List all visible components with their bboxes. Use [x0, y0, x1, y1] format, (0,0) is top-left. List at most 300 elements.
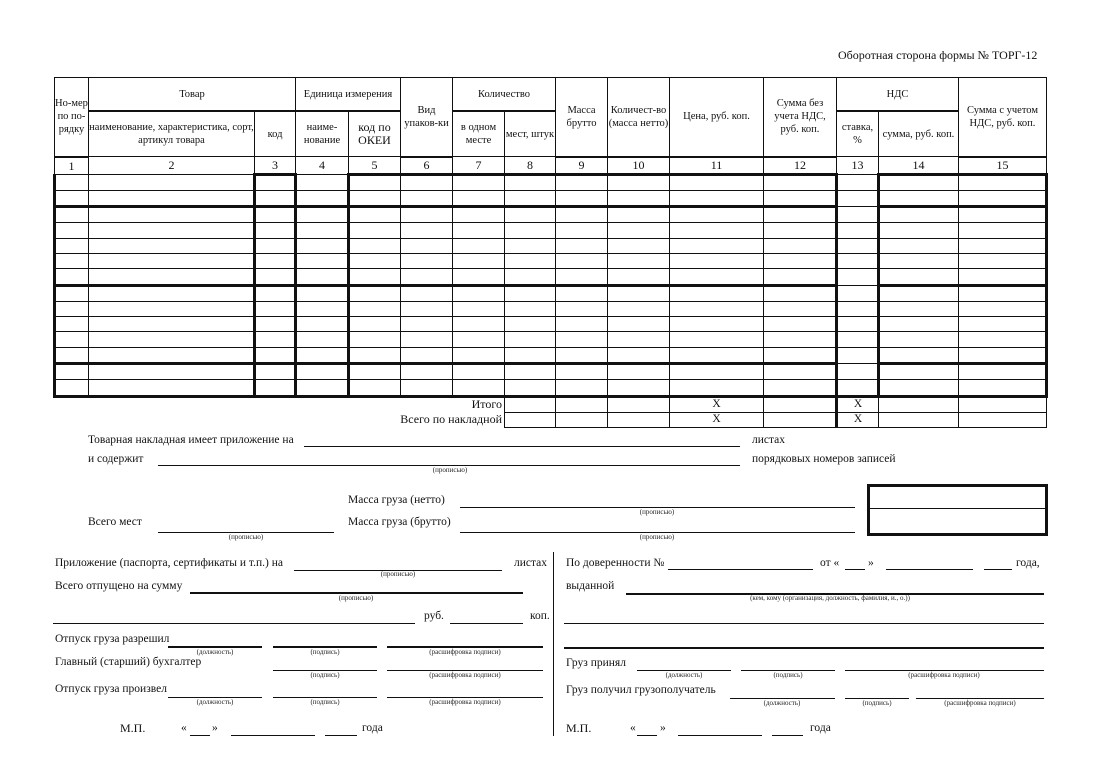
release-allowed-label: Отпуск груза разрешил — [55, 633, 170, 645]
table-cell[interactable] — [255, 301, 296, 316]
header-goods-code: код — [255, 111, 296, 157]
table-cell[interactable] — [255, 190, 296, 206]
table-cell[interactable] — [296, 269, 349, 285]
table-cell[interactable] — [556, 190, 608, 206]
header-quantity: Количество — [453, 78, 556, 112]
table-cell[interactable] — [453, 207, 505, 223]
table-cell[interactable] — [556, 174, 608, 190]
table-cell[interactable] — [349, 347, 401, 363]
header-qty-places: мест, штук — [505, 111, 556, 157]
table-cell[interactable] — [401, 317, 453, 332]
table-cell[interactable] — [670, 380, 764, 396]
table-cell[interactable] — [349, 317, 401, 332]
table-cell[interactable] — [401, 238, 453, 253]
goods-table — [53, 77, 1048, 428]
table-cell[interactable] — [453, 347, 505, 363]
table-cell[interactable] — [505, 317, 556, 332]
quote-open: « — [181, 722, 187, 734]
table-cell[interactable] — [837, 364, 879, 380]
table-cell[interactable] — [764, 347, 837, 363]
table-cell[interactable] — [401, 269, 453, 285]
table-cell[interactable] — [879, 269, 959, 285]
table-cell[interactable] — [55, 332, 89, 347]
table-cell[interactable] — [255, 364, 296, 380]
in-words-hint: (прописью) — [338, 594, 374, 602]
released-sum-kop-field[interactable] — [450, 623, 523, 624]
table-cell[interactable] — [349, 301, 401, 316]
table-cell[interactable] — [764, 317, 837, 332]
table-cell[interactable] — [959, 364, 1047, 380]
table-cell[interactable] — [959, 301, 1047, 316]
table-cell[interactable] — [55, 364, 89, 380]
poa-date-day-field[interactable] — [845, 569, 865, 570]
table-cell[interactable] — [296, 347, 349, 363]
in-words-hint: (прописью) — [228, 533, 264, 541]
table-cell[interactable] — [879, 301, 959, 316]
right-date-year-field[interactable] — [772, 735, 803, 736]
table-cell[interactable] — [55, 223, 89, 238]
column-number: 13 — [837, 157, 879, 175]
table-cell[interactable] — [505, 238, 556, 253]
total-cell[interactable] — [505, 412, 556, 427]
table-cell[interactable] — [255, 269, 296, 285]
total-cell[interactable] — [608, 412, 670, 427]
table-cell[interactable] — [879, 190, 959, 206]
table-cell[interactable] — [879, 207, 959, 223]
table-cell[interactable] — [349, 238, 401, 253]
table-cell[interactable] — [959, 223, 1047, 238]
total-cell[interactable] — [879, 396, 959, 412]
table-cell[interactable] — [255, 317, 296, 332]
table-cell[interactable] — [670, 347, 764, 363]
table-cell[interactable] — [453, 223, 505, 238]
table-cell[interactable] — [556, 332, 608, 347]
table-cell[interactable] — [879, 174, 959, 190]
gross-mass-label: Масса груза (брутто) — [348, 516, 451, 528]
header-qty-per-place: в одном месте — [453, 111, 505, 157]
column-number: 1 — [55, 157, 89, 175]
table-cell[interactable] — [89, 207, 255, 223]
table-cell[interactable] — [505, 380, 556, 396]
table-cell[interactable] — [556, 285, 608, 301]
column-numbers-row — [55, 157, 1047, 175]
table-cell[interactable] — [401, 364, 453, 380]
total-cell[interactable] — [959, 412, 1047, 427]
table-cell[interactable] — [296, 238, 349, 253]
table-cell[interactable] — [608, 207, 670, 223]
right-date-day-field[interactable] — [637, 735, 657, 736]
header-sum-without-vat: Сумма без учета НДС, руб. коп. — [764, 78, 837, 157]
table-cell[interactable] — [959, 190, 1047, 206]
table-cell[interactable] — [764, 253, 837, 268]
table-cell[interactable] — [453, 269, 505, 285]
table-cell[interactable] — [837, 223, 879, 238]
table-cell[interactable] — [837, 332, 879, 347]
stamp-label: М.П. — [566, 721, 592, 735]
table-cell[interactable] — [453, 238, 505, 253]
table-row — [55, 380, 1047, 396]
year-comma-label: года, — [1016, 557, 1040, 569]
table-cell[interactable] — [255, 223, 296, 238]
quote-close: » — [868, 557, 874, 569]
table-row — [55, 190, 1047, 206]
table-cell[interactable] — [837, 301, 879, 316]
table-cell[interactable] — [556, 207, 608, 223]
table-cell[interactable] — [349, 223, 401, 238]
table-cell[interactable] — [764, 207, 837, 223]
table-cell[interactable] — [764, 269, 837, 285]
table-cell[interactable] — [505, 347, 556, 363]
table-cell[interactable] — [764, 301, 837, 316]
table-cell[interactable] — [296, 174, 349, 190]
table-cell[interactable] — [670, 332, 764, 347]
table-cell[interactable] — [959, 253, 1047, 268]
total-x-mark: X — [670, 396, 764, 412]
table-cell[interactable] — [505, 223, 556, 238]
total-cell[interactable] — [764, 396, 837, 412]
table-cell[interactable] — [349, 285, 401, 301]
decode-hint: (расшифровка подписи) — [908, 671, 980, 679]
column-number: 8 — [505, 157, 556, 175]
column-number: 2 — [89, 157, 255, 175]
table-cell[interactable] — [764, 364, 837, 380]
table-cell[interactable] — [670, 317, 764, 332]
power-of-attorney-number-field[interactable] — [668, 569, 813, 570]
table-cell[interactable] — [670, 207, 764, 223]
table-cell[interactable] — [670, 364, 764, 380]
position-hint: (должность) — [196, 698, 234, 706]
table-cell[interactable] — [556, 364, 608, 380]
table-cell[interactable] — [837, 174, 879, 190]
table-cell[interactable] — [959, 317, 1047, 332]
table-cell[interactable] — [959, 380, 1047, 396]
table-cell[interactable] — [55, 347, 89, 363]
table-cell[interactable] — [608, 269, 670, 285]
total-x-mark: X — [837, 412, 879, 427]
attachment-label: Товарная накладная имеет приложение на — [88, 434, 294, 446]
table-cell[interactable] — [608, 190, 670, 206]
table-cell[interactable] — [556, 253, 608, 268]
in-words-hint: (прописью) — [639, 533, 675, 541]
table-cell[interactable] — [401, 347, 453, 363]
power-of-attorney-label: По доверенности № — [566, 557, 665, 569]
section-divider — [553, 552, 554, 736]
table-cell[interactable] — [55, 380, 89, 396]
issued-to-field-continued[interactable] — [564, 647, 1044, 649]
cargo-received-label: Груз получил грузополучатель — [566, 684, 716, 696]
total-cell[interactable] — [505, 396, 556, 412]
table-cell[interactable] — [556, 238, 608, 253]
table-cell[interactable] — [505, 332, 556, 347]
position-hint: (должность) — [763, 699, 801, 707]
table-cell[interactable] — [670, 253, 764, 268]
table-cell[interactable] — [505, 285, 556, 301]
column-number: 4 — [296, 157, 349, 175]
table-cell[interactable] — [89, 380, 255, 396]
table-cell[interactable] — [670, 238, 764, 253]
table-cell[interactable] — [255, 207, 296, 223]
in-words-hint: (прописью) — [380, 570, 416, 578]
table-cell[interactable] — [89, 223, 255, 238]
table-cell[interactable] — [453, 364, 505, 380]
table-cell[interactable] — [879, 364, 959, 380]
table-cell[interactable] — [556, 380, 608, 396]
table-cell[interactable] — [608, 301, 670, 316]
table-cell[interactable] — [55, 285, 89, 301]
signature-hint: (подпись) — [862, 699, 892, 707]
released-sum-rub-field[interactable] — [53, 623, 415, 624]
table-cell[interactable] — [401, 253, 453, 268]
from-label: от « — [820, 557, 840, 569]
table-cell[interactable] — [837, 238, 879, 253]
attachment-sheets-label: листах — [752, 434, 786, 446]
table-cell[interactable] — [296, 285, 349, 301]
total-cell[interactable] — [764, 412, 837, 427]
table-cell[interactable] — [401, 174, 453, 190]
table-cell[interactable] — [959, 285, 1047, 301]
table-cell[interactable] — [255, 380, 296, 396]
table-cell[interactable] — [401, 207, 453, 223]
table-cell[interactable] — [89, 174, 255, 190]
table-body — [55, 174, 1047, 396]
decode-hint: (расшифровка подписи) — [429, 698, 501, 706]
table-cell[interactable] — [837, 380, 879, 396]
table-cell[interactable] — [608, 364, 670, 380]
table-cell[interactable] — [401, 190, 453, 206]
table-cell[interactable] — [879, 238, 959, 253]
table-cell[interactable] — [349, 190, 401, 206]
table-cell[interactable] — [89, 364, 255, 380]
table-cell[interactable] — [879, 317, 959, 332]
table-cell[interactable] — [556, 269, 608, 285]
table-cell[interactable] — [55, 253, 89, 268]
contains-label: и содержит — [88, 453, 144, 465]
signature-hint: (подпись) — [310, 648, 340, 656]
table-cell[interactable] — [959, 269, 1047, 285]
table-cell[interactable] — [837, 207, 879, 223]
table-cell[interactable] — [879, 285, 959, 301]
table-cell[interactable] — [608, 174, 670, 190]
table-cell[interactable] — [959, 332, 1047, 347]
table-cell[interactable] — [959, 238, 1047, 253]
table-cell[interactable] — [959, 347, 1047, 363]
table-cell[interactable] — [349, 380, 401, 396]
table-cell[interactable] — [89, 269, 255, 285]
table-cell[interactable] — [89, 317, 255, 332]
table-cell[interactable] — [255, 174, 296, 190]
issued-hint: (кем, кому (организация, должность, фамилия, и., о.)) — [750, 594, 910, 602]
table-cell[interactable] — [296, 380, 349, 396]
table-cell[interactable] — [296, 223, 349, 238]
table-cell[interactable] — [55, 207, 89, 223]
table-cell[interactable] — [556, 301, 608, 316]
table-cell[interactable] — [608, 380, 670, 396]
table-cell[interactable] — [89, 238, 255, 253]
mass-box[interactable] — [867, 484, 1048, 536]
table-row — [55, 301, 1047, 316]
table-cell[interactable] — [764, 332, 837, 347]
total-cell[interactable] — [556, 412, 608, 427]
table-cell[interactable] — [296, 301, 349, 316]
table-cell[interactable] — [401, 285, 453, 301]
vsego-label: Всего по накладной — [400, 412, 502, 427]
table-cell[interactable] — [89, 332, 255, 347]
table-cell[interactable] — [670, 285, 764, 301]
header-unit: Единица измерения — [296, 78, 401, 112]
header-package-type: Вид упаков-ки — [401, 78, 453, 157]
table-cell[interactable] — [505, 253, 556, 268]
table-cell[interactable] — [764, 380, 837, 396]
table-cell[interactable] — [453, 253, 505, 268]
table-cell[interactable] — [670, 190, 764, 206]
quote-close: » — [660, 722, 666, 734]
column-number: 12 — [764, 157, 837, 175]
table-cell[interactable] — [296, 332, 349, 347]
table-cell[interactable] — [349, 269, 401, 285]
table-cell[interactable] — [764, 238, 837, 253]
table-cell[interactable] — [670, 269, 764, 285]
table-row — [55, 285, 1047, 301]
table-cell[interactable] — [349, 364, 401, 380]
total-cell[interactable] — [879, 412, 959, 427]
table-cell[interactable] — [505, 364, 556, 380]
cargo-accepted-label: Груз принял — [566, 657, 626, 669]
table-cell[interactable] — [608, 317, 670, 332]
table-cell[interactable] — [453, 174, 505, 190]
header-goods-name: наименование, характеристика, сорт, артикул товара — [89, 111, 255, 157]
table-cell[interactable] — [349, 207, 401, 223]
table-cell[interactable] — [255, 253, 296, 268]
table-cell[interactable] — [55, 190, 89, 206]
table-cell[interactable] — [89, 347, 255, 363]
table-cell[interactable] — [608, 285, 670, 301]
table-row — [55, 238, 1047, 253]
release-done-label: Отпуск груза произвел — [55, 683, 167, 695]
table-cell[interactable] — [255, 332, 296, 347]
table-cell[interactable] — [453, 285, 505, 301]
table-cell[interactable] — [764, 285, 837, 301]
table-cell[interactable] — [608, 223, 670, 238]
table-cell[interactable] — [556, 347, 608, 363]
table-cell[interactable] — [453, 317, 505, 332]
table-cell[interactable] — [608, 347, 670, 363]
table-cell[interactable] — [670, 174, 764, 190]
table-cell[interactable] — [608, 253, 670, 268]
table-cell[interactable] — [255, 285, 296, 301]
table-cell[interactable] — [764, 190, 837, 206]
table-cell[interactable] — [296, 317, 349, 332]
left-date-year-field[interactable] — [325, 735, 357, 736]
table-cell[interactable] — [55, 269, 89, 285]
table-cell[interactable] — [89, 253, 255, 268]
table-cell[interactable] — [764, 174, 837, 190]
table-cell[interactable] — [837, 347, 879, 363]
table-cell[interactable] — [255, 347, 296, 363]
table-cell[interactable] — [401, 223, 453, 238]
table-cell[interactable] — [349, 332, 401, 347]
table-cell[interactable] — [837, 253, 879, 268]
table-cell[interactable] — [879, 223, 959, 238]
table-cell[interactable] — [670, 301, 764, 316]
table-cell[interactable] — [401, 380, 453, 396]
table-cell[interactable] — [349, 174, 401, 190]
table-cell[interactable] — [959, 207, 1047, 223]
table-cell[interactable] — [401, 301, 453, 316]
table-cell[interactable] — [505, 207, 556, 223]
table-row — [55, 364, 1047, 380]
table-cell[interactable] — [55, 317, 89, 332]
table-cell[interactable] — [670, 223, 764, 238]
table-cell[interactable] — [608, 238, 670, 253]
poa-date-year-field[interactable] — [984, 569, 1012, 570]
right-date-month-field[interactable] — [678, 735, 762, 736]
table-cell[interactable] — [837, 317, 879, 332]
table-cell[interactable] — [837, 269, 879, 285]
total-cell[interactable] — [608, 396, 670, 412]
total-cell[interactable] — [959, 396, 1047, 412]
table-cell[interactable] — [89, 190, 255, 206]
attachment-sheets-field[interactable] — [304, 446, 740, 447]
total-cell[interactable] — [556, 396, 608, 412]
table-cell[interactable] — [764, 223, 837, 238]
table-cell[interactable] — [453, 190, 505, 206]
table-cell[interactable] — [255, 238, 296, 253]
table-row — [55, 223, 1047, 238]
table-cell[interactable] — [55, 301, 89, 316]
header-goods: Товар — [89, 78, 296, 112]
decode-hint: (расшифровка подписи) — [944, 699, 1016, 707]
table-cell[interactable] — [89, 285, 255, 301]
form-title: Оборотная сторона формы № ТОРГ-12 — [838, 48, 1038, 62]
issued-to-field-continued[interactable] — [564, 623, 1044, 624]
table-cell[interactable] — [505, 269, 556, 285]
table-cell[interactable] — [505, 301, 556, 316]
table-cell[interactable] — [453, 332, 505, 347]
table-cell[interactable] — [296, 364, 349, 380]
table-cell[interactable] — [959, 174, 1047, 190]
table-cell[interactable] — [505, 174, 556, 190]
table-cell[interactable] — [453, 380, 505, 396]
table-cell[interactable] — [296, 207, 349, 223]
left-date-month-field[interactable] — [231, 735, 315, 736]
table-cell[interactable] — [837, 285, 879, 301]
table-cell[interactable] — [608, 332, 670, 347]
table-row — [55, 347, 1047, 363]
decode-hint: (расшифровка подписи) — [429, 648, 501, 656]
poa-date-month-field[interactable] — [886, 569, 973, 570]
table-cell[interactable] — [55, 174, 89, 190]
table-cell[interactable] — [556, 317, 608, 332]
table-cell[interactable] — [296, 253, 349, 268]
header-net-quantity: Количест-во (масса нетто) — [608, 78, 670, 157]
table-cell[interactable] — [89, 301, 255, 316]
table-cell[interactable] — [879, 380, 959, 396]
table-cell[interactable] — [556, 223, 608, 238]
left-date-day-field[interactable] — [190, 735, 210, 736]
table-cell[interactable] — [837, 190, 879, 206]
table-cell[interactable] — [296, 190, 349, 206]
table-cell[interactable] — [879, 332, 959, 347]
table-cell[interactable] — [505, 190, 556, 206]
table-cell[interactable] — [879, 253, 959, 268]
net-mass-label: Масса груза (нетто) — [348, 494, 445, 506]
table-cell[interactable] — [453, 301, 505, 316]
table-cell[interactable] — [879, 347, 959, 363]
table-cell[interactable] — [401, 332, 453, 347]
table-cell[interactable] — [55, 238, 89, 253]
header-price: Цена, руб. коп. — [670, 78, 764, 157]
table-cell[interactable] — [349, 253, 401, 268]
